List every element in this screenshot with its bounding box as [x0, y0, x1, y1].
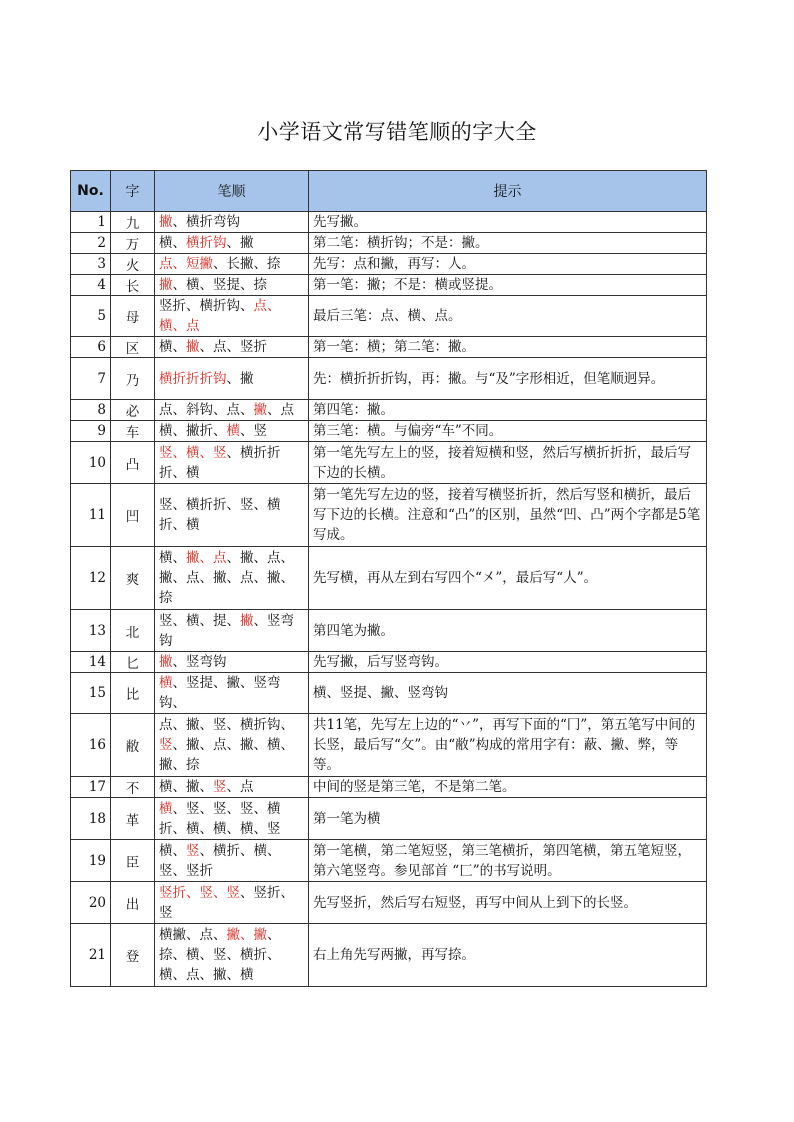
row-number: 18 — [71, 798, 111, 840]
row-number: 5 — [71, 296, 111, 337]
row-character: 匕 — [111, 652, 155, 673]
page-title: 小学语文常写错笔顺的字大全 — [257, 120, 537, 144]
stroke-text: 、竖弯钩 — [159, 612, 294, 649]
row-character: 九 — [111, 212, 155, 233]
highlighted-stroke: 撇 — [240, 612, 254, 629]
row-stroke-order — [155, 798, 309, 840]
highlighted-stroke: 竖 — [159, 737, 173, 753]
stroke-text: 点、斜钩、点、 — [159, 402, 254, 418]
stroke-text: 、竖弯钩 — [172, 654, 227, 670]
row-hint: 先写横，再从左到右写四个“㐅”，最后写“人”。 — [309, 547, 707, 610]
stroke-text: 横、 — [159, 235, 186, 251]
row-hint: 右上角先写两撇，再写捺。 — [309, 924, 707, 987]
row-hint: 第一笔：横；第二笔：撇。 — [309, 337, 707, 358]
table-row — [71, 714, 707, 777]
row-hint: 先写：点和撇，再写：人。 — [309, 254, 707, 275]
stroke-text: 、竖提、撇、竖弯钩、 — [159, 675, 281, 711]
table-row — [71, 610, 707, 652]
highlighted-stroke: 点、横、点 — [159, 298, 281, 334]
table-row — [71, 777, 707, 798]
row-character: 万 — [111, 233, 155, 254]
row-character: 母 — [111, 296, 155, 337]
table-row — [71, 233, 707, 254]
header-strokes: 笔顺 — [155, 171, 309, 212]
row-number: 17 — [71, 777, 111, 798]
stroke-text: 、撇、点、撇、点、撇、点、撇、捺 — [159, 550, 294, 606]
highlighted-stroke: 竖 — [213, 779, 227, 795]
row-stroke-order — [155, 275, 309, 296]
row-stroke-order — [155, 673, 309, 714]
row-hint: 第一笔先写左边的竖，接着写横竖折折，然后写竖和横折，最后写下边的长横。注意和“凸”的区别，虽然“凹、凸”两个字都是5笔写成。 — [309, 484, 707, 547]
highlighted-stroke: 撇 — [159, 277, 173, 293]
row-number: 13 — [71, 610, 111, 652]
table-row — [71, 882, 707, 924]
stroke-order-table — [70, 170, 707, 987]
highlighted-stroke: 点、短撇 — [159, 256, 213, 272]
stroke-text: 、横折弯钩 — [172, 214, 240, 230]
row-hint: 第一笔：撇；不是：横或竖提。 — [309, 275, 707, 296]
row-number: 15 — [71, 673, 111, 714]
row-hint: 第一笔为横 — [309, 798, 707, 840]
row-number: 4 — [71, 275, 111, 296]
stroke-text: 、横、竖提、捺 — [172, 277, 267, 293]
highlighted-stroke: 撇 — [186, 339, 200, 355]
row-stroke-order — [155, 547, 309, 610]
row-character: 比 — [111, 673, 155, 714]
stroke-text: 、捺、横、竖、横折、横、点、撇、横 — [159, 927, 281, 983]
stroke-text: 横、 — [159, 842, 186, 859]
stroke-text: 、撇、点、撇、横、撇、捺 — [159, 737, 294, 773]
row-hint: 先写竖折，然后写右短竖，再写中间从上到下的长竖。 — [309, 882, 707, 924]
row-number: 7 — [71, 358, 111, 400]
highlighted-stroke: 横 — [159, 675, 173, 691]
highlighted-stroke: 撇 — [253, 402, 267, 418]
row-stroke-order — [155, 421, 309, 442]
stroke-text: 横、撇、 — [159, 779, 213, 795]
row-character: 爽 — [111, 547, 155, 610]
row-number: 12 — [71, 547, 111, 610]
table-row — [71, 840, 707, 882]
highlighted-stroke: 撇、撇 — [226, 927, 267, 943]
row-character: 长 — [111, 275, 155, 296]
highlighted-stroke: 竖折、竖、竖 — [159, 884, 240, 901]
highlighted-stroke: 横 — [159, 800, 173, 817]
stroke-text: 、撇 — [226, 370, 254, 387]
table-row — [71, 254, 707, 275]
table-header-row — [71, 171, 707, 212]
row-character: 登 — [111, 924, 155, 987]
row-character: 凹 — [111, 484, 155, 547]
stroke-text: 、竖折、竖 — [159, 884, 294, 921]
row-character: 区 — [111, 337, 155, 358]
row-stroke-order — [155, 777, 309, 798]
highlighted-stroke: 横折钩 — [186, 235, 227, 251]
table-row — [71, 652, 707, 673]
row-hint: 先写撇，后写竖弯钩。 — [309, 652, 707, 673]
row-number: 14 — [71, 652, 111, 673]
row-stroke-order — [155, 233, 309, 254]
stroke-text: 、竖、竖、竖、横折、横、横、横、竖 — [159, 800, 281, 837]
row-stroke-order — [155, 442, 309, 484]
highlighted-stroke: 横折折折钩 — [159, 370, 227, 387]
row-stroke-order — [155, 714, 309, 777]
row-character: 北 — [111, 610, 155, 652]
row-hint: 先：横折折折钩，再：撇。与“及”字形相近，但笔顺迥异。 — [309, 358, 707, 400]
row-hint: 第一笔横，第二笔短竖，第三笔横折，第四笔横，第五笔短竖，第六笔竖弯。参见部首 “匚”的书写说明。 — [309, 840, 707, 882]
table-row — [71, 421, 707, 442]
row-character: 火 — [111, 254, 155, 275]
row-number: 3 — [71, 254, 111, 275]
row-stroke-order — [155, 882, 309, 924]
row-character: 不 — [111, 777, 155, 798]
highlighted-stroke: 竖、横、竖 — [159, 444, 227, 461]
stroke-text: 点、撇、竖、横折钩、 — [159, 717, 294, 733]
table-row — [71, 798, 707, 840]
row-character: 出 — [111, 882, 155, 924]
stroke-text: 横撇、点、 — [159, 927, 227, 943]
row-stroke-order — [155, 484, 309, 547]
header-no: No. — [71, 171, 111, 212]
row-hint: 第四笔：撇。 — [309, 400, 707, 421]
stroke-text: 、横折、横、竖、竖折 — [159, 842, 281, 879]
row-hint: 第三笔：横。与偏旁“车”不同。 — [309, 421, 707, 442]
row-number: 20 — [71, 882, 111, 924]
row-number: 11 — [71, 484, 111, 547]
table-row — [71, 484, 707, 547]
row-stroke-order — [155, 212, 309, 233]
row-stroke-order — [155, 400, 309, 421]
table-row — [71, 924, 707, 987]
row-number: 6 — [71, 337, 111, 358]
stroke-text: 、长撇、捺 — [213, 256, 281, 272]
row-number: 10 — [71, 442, 111, 484]
stroke-text: 横、撇折、 — [159, 423, 227, 439]
stroke-text: 竖、横、提、 — [159, 612, 240, 629]
stroke-text: 竖折、横折钩、 — [159, 298, 254, 314]
table-row — [71, 275, 707, 296]
row-number: 19 — [71, 840, 111, 882]
table-row — [71, 442, 707, 484]
row-stroke-order — [155, 358, 309, 400]
row-hint: 第二笔：横折钩；不是：撇。 — [309, 233, 707, 254]
row-stroke-order — [155, 254, 309, 275]
header-hint: 提示 — [309, 171, 707, 212]
row-stroke-order — [155, 337, 309, 358]
stroke-text: 、横折折折、横 — [159, 444, 281, 481]
stroke-text: 、点、竖折 — [199, 339, 267, 355]
row-hint: 中间的竖是第三笔，不是第二笔。 — [309, 777, 707, 798]
row-number: 16 — [71, 714, 111, 777]
highlighted-stroke: 撇、点 — [186, 550, 227, 566]
table-row — [71, 296, 707, 337]
row-hint: 第一笔先写左上的竖，接着短横和竖，然后写横折折折，最后写下边的长横。 — [309, 442, 707, 484]
stroke-text: 、点 — [226, 779, 254, 795]
stroke-text: 、点 — [267, 402, 294, 418]
row-character: 革 — [111, 798, 155, 840]
table-row — [71, 337, 707, 358]
stroke-text: 、竖 — [240, 423, 267, 439]
row-number: 2 — [71, 233, 111, 254]
row-number: 9 — [71, 421, 111, 442]
table-row — [71, 547, 707, 610]
header-char: 字 — [111, 171, 155, 212]
row-hint: 先写撇。 — [309, 212, 707, 233]
row-hint: 共11笔，先写左上边的“丷”，再写下面的“冂”，第五笔写中间的长竖，最后写“攵”。由“敝”构成的常用字有：蔽、撇、弊，等等。 — [309, 714, 707, 777]
stroke-text: 横、 — [159, 339, 186, 355]
row-number: 21 — [71, 924, 111, 987]
highlighted-stroke: 撇 — [159, 214, 173, 230]
row-character: 必 — [111, 400, 155, 421]
row-stroke-order — [155, 610, 309, 652]
row-character: 乃 — [111, 358, 155, 400]
table-row — [71, 673, 707, 714]
stroke-text: 、撇 — [226, 235, 254, 251]
row-hint: 第四笔为撇。 — [309, 610, 707, 652]
highlighted-stroke: 横 — [226, 423, 240, 439]
row-stroke-order — [155, 924, 309, 987]
row-stroke-order — [155, 296, 309, 337]
row-character: 敝 — [111, 714, 155, 777]
row-hint: 横、竖提、撇、竖弯钩 — [309, 673, 707, 714]
row-number: 8 — [71, 400, 111, 421]
highlighted-stroke: 竖 — [186, 842, 200, 859]
row-stroke-order — [155, 652, 309, 673]
row-character: 臣 — [111, 840, 155, 882]
stroke-text: 横、 — [159, 550, 186, 566]
table-row — [71, 358, 707, 400]
table-row — [71, 212, 707, 233]
table-row — [71, 400, 707, 421]
row-hint: 最后三笔：点、横、点。 — [309, 296, 707, 337]
stroke-text: 竖、横折折、竖、横折、横 — [159, 497, 281, 533]
highlighted-stroke: 撇 — [159, 654, 173, 670]
row-stroke-order — [155, 840, 309, 882]
row-character: 凸 — [111, 442, 155, 484]
row-number: 1 — [71, 212, 111, 233]
row-character: 车 — [111, 421, 155, 442]
